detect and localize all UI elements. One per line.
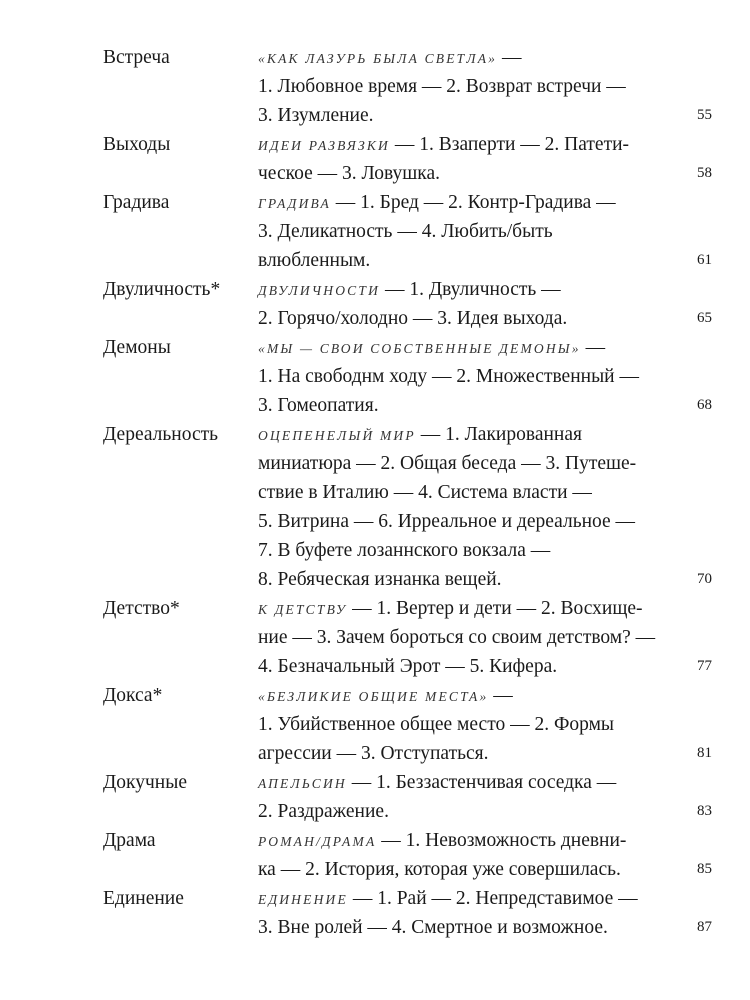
toc-entry-text: ка — 2. История, которая уже совершилась. [258, 859, 621, 880]
toc-entry-page-number: 87 [697, 919, 712, 935]
toc-entry-line [258, 391, 688, 420]
toc-entry-text: 3. Вне ролей — 4. Смертное и возможное. [258, 917, 608, 938]
toc-entry-line [258, 681, 688, 710]
toc-entry-description [258, 420, 688, 594]
toc-entry-line [258, 768, 688, 797]
toc-entry-text: 1. На свободнм ходу — 2. Множественный — [258, 366, 639, 387]
toc-entry-page-number: 85 [697, 861, 712, 877]
toc-entry-line [258, 217, 688, 246]
toc-entry-description [258, 594, 688, 681]
toc-entry-headword: Драма [103, 830, 156, 851]
toc-entry-page-number: 70 [697, 571, 712, 587]
toc-entry-line [258, 188, 688, 217]
toc-entry-text: 1. Любовное время — 2. Возврат встречи — [258, 76, 626, 97]
toc-entry-figure-title: «БЕЗЛИКИЕ ОБЩИЕ МЕСТА» [258, 689, 489, 704]
toc-entry-figure-title: ЕДИНЕНИЕ [258, 892, 348, 907]
toc-entry-line [258, 739, 688, 768]
toc-entry-description [258, 826, 688, 884]
toc-entry-text: — [497, 47, 522, 68]
toc-entry-page-number: 61 [697, 252, 712, 268]
toc-entry-figure-title: «МЫ — СВОИ СОБСТВЕННЫЕ ДЕМОНЫ» [258, 341, 581, 356]
toc-entry-text: 3. Гомеопатия. [258, 395, 379, 416]
toc-entry-line [258, 797, 688, 826]
toc-entry-description [258, 884, 688, 942]
toc-entry-headword: Докса* [103, 685, 163, 706]
toc-entry-page-number: 83 [697, 803, 712, 819]
toc-entry-text: — 1. Невозможность дневни- [376, 830, 627, 851]
toc-entry-figure-title: «КАК ЛАЗУРЬ БЫЛА СВЕТЛА» [258, 51, 498, 66]
toc-entry-text: — 1. Рай — 2. Непредставимое — [347, 888, 638, 909]
toc-entry-line [258, 623, 688, 652]
toc-entry-line [258, 884, 688, 913]
toc-entry-text: 5. Витрина — 6. Ирреальное и дереальное — [258, 511, 636, 532]
toc-entry-headword: Дереальность [103, 424, 219, 445]
toc-entry-text: — [488, 685, 513, 706]
toc-entry-line [258, 130, 688, 159]
toc-entry-figure-title: РОМАН/ДРАМА [258, 834, 377, 849]
toc-entry-text: 8. Ребяческая изнанка вещей. [258, 569, 502, 590]
toc-entry-line [258, 536, 688, 565]
toc-entry-line [258, 420, 688, 449]
toc-entry-description [258, 130, 688, 188]
toc-entry-line [258, 159, 688, 188]
toc-entry-figure-title: ГРАДИВА [258, 196, 331, 211]
toc-entry-figure-title: ДВУЛИЧНОСТИ [258, 283, 381, 298]
toc-entry-headword: Градива [103, 192, 170, 213]
toc-entry-text: — 1. Беззастенчивая соседка — [346, 772, 617, 793]
toc-entry-line [258, 710, 688, 739]
toc-entry-description [258, 333, 688, 420]
toc-entry-page-number: 81 [697, 745, 712, 761]
toc-entry-text: 4. Безначальный Эрот — 5. Кифера. [258, 656, 558, 677]
toc-entry-page-number: 55 [697, 107, 712, 123]
toc-entry-description [258, 43, 688, 130]
toc-entry-text: — [580, 337, 606, 358]
toc-entry-text: ствие в Италию — 4. Система власти — [258, 482, 592, 503]
toc-entry-text: — 1. Лакированная [415, 424, 582, 445]
toc-entry-headword: Двуличность* [103, 279, 221, 300]
toc-entry-text: ческое — 3. Ловушка. [258, 163, 440, 184]
toc-entry-line [258, 449, 688, 478]
toc-entry-line [258, 101, 688, 130]
toc-entry-text: 1. Убийственное общее место — 2. Формы [258, 714, 615, 735]
toc-entry-text: — 1. Взаперти — 2. Патети- [390, 134, 630, 155]
toc-entry-line [258, 72, 688, 101]
toc-entry-description [258, 768, 688, 826]
toc-entry-text: миниатюра — 2. Общая беседа — 3. Путеше- [258, 453, 637, 474]
toc-entry-page-number: 65 [697, 310, 712, 326]
toc-entry-page-number: 68 [697, 397, 712, 413]
toc-entry-text: ние — 3. Зачем бороться со своим детством? — [258, 627, 656, 648]
toc-entry-figure-title: ИДЕИ РАЗВЯЗКИ [258, 138, 391, 153]
toc-entry-headword: Единение [103, 888, 184, 909]
toc-entry-line [258, 507, 688, 536]
toc-entry-headword: Детство* [103, 598, 180, 619]
toc-entry-line [258, 855, 688, 884]
toc-entry-line [258, 565, 688, 594]
toc-entry-line [258, 275, 688, 304]
toc-entry-line [258, 246, 688, 275]
toc-entry-description [258, 275, 688, 333]
toc-entry-text: 3. Изумление. [258, 105, 374, 126]
toc-entry-line [258, 478, 688, 507]
toc-entry-text: 2. Раздражение. [258, 801, 389, 822]
toc-entry-line [258, 913, 688, 942]
toc-entry-line [258, 304, 688, 333]
toc-entry-headword: Выходы [103, 134, 171, 155]
toc-entry-headword: Демоны [103, 337, 171, 358]
toc-entry-text: 7. В буфете лозаннского вокзала — [258, 540, 551, 561]
toc-entry-line [258, 362, 688, 391]
toc-entry-text: 3. Деликатность — 4. Любить/быть [258, 221, 553, 242]
toc-entry-headword: Встреча [103, 47, 170, 68]
toc-entry-line [258, 333, 688, 362]
toc-entry-line [258, 594, 688, 623]
toc-entry-text: — 1. Двуличность — [380, 279, 561, 300]
toc-entry-text: влюбленным. [258, 250, 371, 271]
toc-entry-text: — 1. Бред — 2. Контр-Градива — [330, 192, 616, 213]
toc-entry-text: — 1. Вертер и дети — 2. Восхище- [347, 598, 643, 619]
toc-entry-headword: Докучные [103, 772, 187, 793]
toc-entry-line [258, 652, 688, 681]
toc-entry-figure-title: К ДЕТСТВУ [258, 602, 348, 617]
toc-entry-text: агрессии — 3. Отступаться. [258, 743, 489, 764]
toc-entry-line [258, 43, 688, 72]
toc-entry-page-number: 77 [697, 658, 712, 674]
toc-entry-page-number: 58 [697, 165, 712, 181]
toc-entry-text: 2. Горячо/холодно — 3. Идея выхода. [258, 308, 568, 329]
toc-entry-description [258, 188, 688, 275]
toc-entry-line [258, 826, 688, 855]
toc-entry-figure-title: АПЕЛЬСИН [258, 776, 347, 791]
toc-entry-figure-title: ОЦЕПЕНЕЛЫЙ МИР [258, 428, 416, 443]
toc-entry-description [258, 681, 688, 768]
